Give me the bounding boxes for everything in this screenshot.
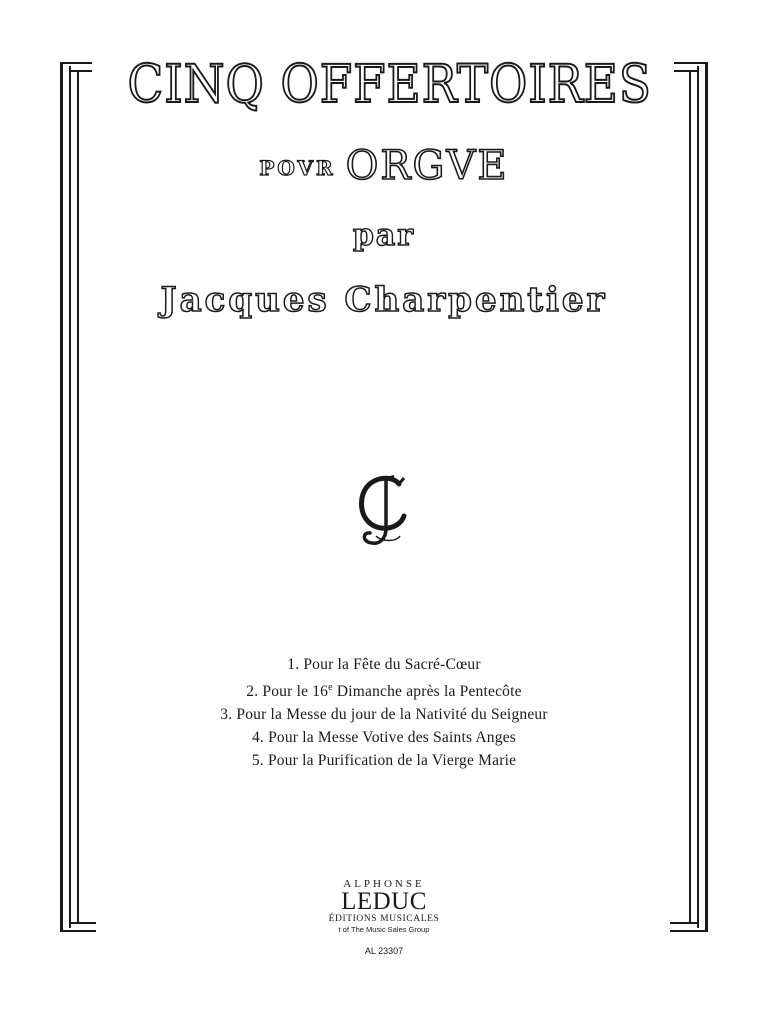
work-title-continued: Dimanche après la Pentecôte	[332, 683, 522, 701]
work-title: Pour la Messe du jour de la Nativité du Seigneur	[236, 706, 548, 724]
right-border-top-cap	[674, 62, 708, 64]
publisher-first-name: ALPHONSE	[343, 878, 425, 890]
right-border-top-cap-2	[674, 70, 699, 72]
works-list	[150, 653, 618, 772]
publisher-name: LEDUC	[341, 888, 427, 915]
work-number: 5.	[251, 752, 264, 770]
by-label: par	[352, 218, 416, 253]
subtitle-orgue: ORGVE	[345, 143, 509, 189]
right-border-inner-line	[689, 70, 691, 924]
work-title-superscript: e	[328, 682, 333, 693]
list-item	[150, 726, 618, 749]
list-item	[150, 749, 618, 772]
work-number: 3.	[220, 706, 233, 724]
right-border-outer-line	[705, 62, 708, 932]
left-border-middle-line	[69, 66, 71, 928]
jc-monogram-icon	[352, 470, 414, 550]
list-item	[150, 653, 618, 676]
work-title: Pour la Fête du Sacré-Cœur	[303, 656, 481, 673]
left-border-inner-line	[77, 70, 79, 924]
list-item	[150, 703, 618, 726]
publisher-logo	[308, 878, 460, 935]
right-border-bottom-cap	[670, 930, 708, 932]
right-border-bottom-cap-2	[670, 922, 699, 924]
work-title: Pour la Messe Votive des Saints Anges	[268, 729, 517, 747]
subtitle-pour: POVR	[259, 156, 336, 180]
composer-name: Jacques Charpentier	[160, 280, 608, 320]
catalog-number: AL 23307	[364, 946, 404, 956]
work-title: Pour la Purification de la Vierge Marie	[267, 752, 517, 770]
cover-title: CINQ OFFERTOIRES	[127, 55, 652, 115]
work-number: 1.	[287, 656, 300, 673]
right-border-middle-line	[697, 66, 699, 928]
left-border-top-cap	[60, 62, 92, 64]
left-border-top-cap-2	[69, 70, 92, 72]
list-item	[150, 676, 618, 703]
left-border-bottom-cap-2	[69, 922, 96, 924]
left-border-outer-line	[60, 62, 63, 932]
left-border-bottom-cap	[60, 930, 96, 932]
work-title: Pour le 16	[262, 683, 329, 701]
publisher-group: t of The Music Sales Group	[338, 925, 430, 934]
work-number: 2.	[246, 683, 259, 701]
cover-subtitle	[0, 143, 768, 189]
publisher-tagline: ÉDITIONS MUSICALES	[328, 914, 440, 924]
work-number: 4.	[251, 729, 264, 747]
